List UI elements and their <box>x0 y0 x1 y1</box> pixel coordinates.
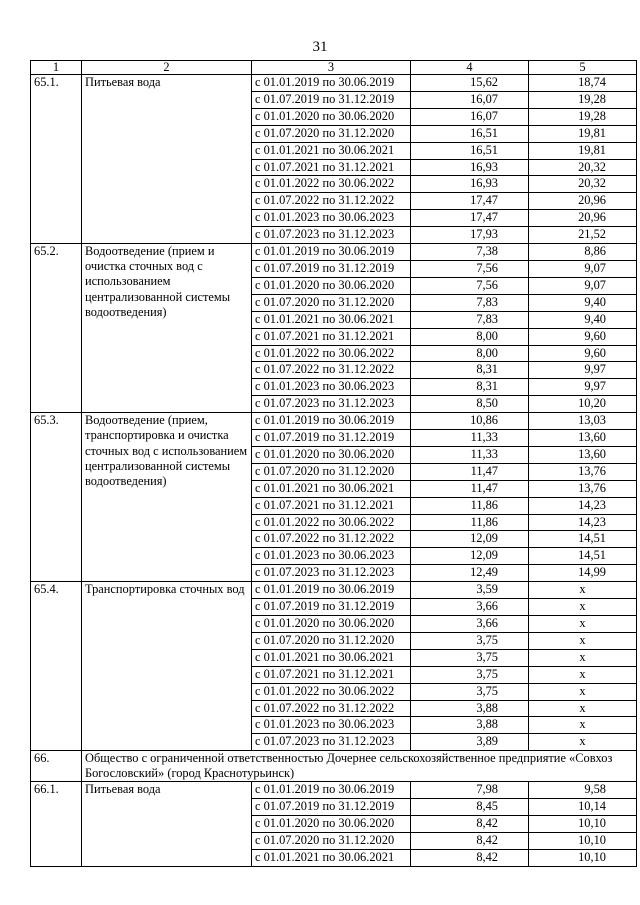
tariff-without-vat: 11,86 <box>411 497 529 514</box>
tariff-with-vat: 13,03 <box>529 413 637 430</box>
tariff-without-vat: 17,93 <box>411 227 529 244</box>
page-number: 31 <box>312 39 328 55</box>
tariff-with-vat: х <box>529 616 637 633</box>
tariff-without-vat: 3,75 <box>411 632 529 649</box>
period-cell: с 01.01.2022 по 30.06.2022 <box>252 683 411 700</box>
tariff-without-vat: 12,09 <box>411 548 529 565</box>
tariff-without-vat: 8,00 <box>411 328 529 345</box>
table-row <box>31 75 637 92</box>
tariff-with-vat: х <box>529 599 637 616</box>
tariff-with-vat: 10,10 <box>529 816 637 833</box>
tariff-with-vat: 10,10 <box>529 849 637 866</box>
period-cell: с 01.07.2020 по 31.12.2020 <box>252 294 411 311</box>
tariff-with-vat: 21,52 <box>529 227 637 244</box>
tariff-with-vat: х <box>529 582 637 599</box>
tariff-with-vat: 19,28 <box>529 108 637 125</box>
period-cell: с 01.07.2019 по 31.12.2019 <box>252 91 411 108</box>
tariff-without-vat: 8,42 <box>411 832 529 849</box>
tariff-with-vat: 20,32 <box>529 176 637 193</box>
tariff-with-vat: 9,97 <box>529 379 637 396</box>
tariff-without-vat: 8,00 <box>411 345 529 362</box>
period-cell: с 01.01.2021 по 30.06.2021 <box>252 849 411 866</box>
tariff-with-vat: 9,40 <box>529 294 637 311</box>
header-col-5: 5 <box>529 61 637 75</box>
tariff-without-vat: 16,07 <box>411 91 529 108</box>
period-cell: с 01.07.2022 по 31.12.2022 <box>252 531 411 548</box>
period-cell: с 01.01.2021 по 30.06.2021 <box>252 311 411 328</box>
tariff-with-vat: х <box>529 632 637 649</box>
service-name: Водоотведение (прием, транспортировка и очистка сточных вод с использованием централизованной системы водоотведения) <box>82 413 252 582</box>
period-cell: с 01.01.2019 по 30.06.2019 <box>252 413 411 430</box>
tariff-with-vat: 19,81 <box>529 125 637 142</box>
period-cell: с 01.01.2023 по 30.06.2023 <box>252 210 411 227</box>
tariff-without-vat: 8,45 <box>411 799 529 816</box>
organization-name: Общество с ограниченной ответственностью Дочернее сельскохозяйственное предприятие «Совхоз Богословский» (город Краснотурьинск) <box>82 751 637 782</box>
tariff-with-vat: х <box>529 717 637 734</box>
tariff-without-vat: 8,31 <box>411 362 529 379</box>
tariff-with-vat: 20,96 <box>529 210 637 227</box>
row-number: 66.1. <box>31 782 82 867</box>
period-cell: с 01.01.2022 по 30.06.2022 <box>252 176 411 193</box>
header-col-1: 1 <box>31 61 82 75</box>
period-cell: с 01.07.2020 по 31.12.2020 <box>252 832 411 849</box>
tariff-with-vat: 14,51 <box>529 531 637 548</box>
tariff-without-vat: 3,88 <box>411 717 529 734</box>
tariff-without-vat: 7,38 <box>411 244 529 261</box>
tariff-without-vat: 7,56 <box>411 260 529 277</box>
table-row <box>31 782 637 799</box>
tariff-with-vat: 14,51 <box>529 548 637 565</box>
tariff-with-vat: х <box>529 649 637 666</box>
tariff-with-vat: 9,60 <box>529 328 637 345</box>
tariff-with-vat: 9,07 <box>529 260 637 277</box>
header-col-2: 2 <box>82 61 252 75</box>
tariff-with-vat: 9,58 <box>529 782 637 799</box>
tariff-without-vat: 3,75 <box>411 666 529 683</box>
tariff-without-vat: 11,47 <box>411 463 529 480</box>
period-cell: с 01.01.2020 по 30.06.2020 <box>252 816 411 833</box>
tariff-without-vat: 8,42 <box>411 849 529 866</box>
tariff-without-vat: 11,33 <box>411 446 529 463</box>
tariff-without-vat: 12,49 <box>411 565 529 582</box>
tariff-with-vat: 9,07 <box>529 277 637 294</box>
tariff-with-vat: 13,60 <box>529 430 637 447</box>
period-cell: с 01.07.2021 по 31.12.2021 <box>252 497 411 514</box>
tariff-with-vat: 14,23 <box>529 514 637 531</box>
row-number: 65.3. <box>31 413 82 582</box>
period-cell: с 01.07.2023 по 31.12.2023 <box>252 565 411 582</box>
tariff-with-vat: 19,28 <box>529 91 637 108</box>
tariff-with-vat: 8,86 <box>529 244 637 261</box>
tariff-with-vat: х <box>529 683 637 700</box>
tariff-table <box>30 60 637 867</box>
tariff-without-vat: 11,33 <box>411 430 529 447</box>
tariff-with-vat: 20,32 <box>529 159 637 176</box>
header-col-4: 4 <box>411 61 529 75</box>
period-cell: с 01.01.2022 по 30.06.2022 <box>252 345 411 362</box>
tariff-without-vat: 7,98 <box>411 782 529 799</box>
tariff-with-vat: 10,10 <box>529 832 637 849</box>
tariff-with-vat: 9,40 <box>529 311 637 328</box>
period-cell: с 01.01.2019 по 30.06.2019 <box>252 582 411 599</box>
tariff-without-vat: 11,86 <box>411 514 529 531</box>
tariff-without-vat: 3,89 <box>411 734 529 751</box>
tariff-without-vat: 12,09 <box>411 531 529 548</box>
tariff-with-vat: 13,60 <box>529 446 637 463</box>
table-row <box>31 582 637 599</box>
period-cell: с 01.01.2021 по 30.06.2021 <box>252 649 411 666</box>
period-cell: с 01.01.2019 по 30.06.2019 <box>252 244 411 261</box>
table-row <box>31 413 637 430</box>
period-cell: с 01.01.2022 по 30.06.2022 <box>252 514 411 531</box>
tariff-with-vat: 20,96 <box>529 193 637 210</box>
tariff-with-vat: х <box>529 700 637 717</box>
tariff-with-vat: 9,60 <box>529 345 637 362</box>
period-cell: с 01.07.2020 по 31.12.2020 <box>252 125 411 142</box>
service-name: Транспортировка сточных вод <box>82 582 252 751</box>
period-cell: с 01.01.2020 по 30.06.2020 <box>252 277 411 294</box>
header-col-3: 3 <box>252 61 411 75</box>
tariff-without-vat: 7,83 <box>411 311 529 328</box>
tariff-without-vat: 17,47 <box>411 210 529 227</box>
service-name: Водоотведение (прием и очистка сточных вод с использованием централизованной системы водоотведения) <box>82 244 252 413</box>
tariff-without-vat: 16,93 <box>411 176 529 193</box>
tariff-without-vat: 16,51 <box>411 142 529 159</box>
period-cell: с 01.07.2022 по 31.12.2022 <box>252 700 411 717</box>
table-header-row <box>31 61 637 75</box>
tariff-with-vat: 13,76 <box>529 463 637 480</box>
table-row <box>31 244 637 261</box>
tariff-with-vat: х <box>529 734 637 751</box>
period-cell: с 01.07.2021 по 31.12.2021 <box>252 159 411 176</box>
period-cell: с 01.01.2020 по 30.06.2020 <box>252 616 411 633</box>
period-cell: с 01.07.2022 по 31.12.2022 <box>252 362 411 379</box>
row-number: 65.2. <box>31 244 82 413</box>
period-cell: с 01.01.2020 по 30.06.2020 <box>252 446 411 463</box>
tariff-with-vat: 18,74 <box>529 75 637 92</box>
period-cell: с 01.07.2019 по 31.12.2019 <box>252 799 411 816</box>
tariff-without-vat: 3,66 <box>411 599 529 616</box>
row-number: 65.1. <box>31 75 82 244</box>
tariff-without-vat: 16,93 <box>411 159 529 176</box>
period-cell: с 01.01.2019 по 30.06.2019 <box>252 782 411 799</box>
row-number: 66. <box>31 751 82 782</box>
period-cell: с 01.07.2019 по 31.12.2019 <box>252 260 411 277</box>
tariff-without-vat: 16,51 <box>411 125 529 142</box>
tariff-without-vat: 16,07 <box>411 108 529 125</box>
period-cell: с 01.07.2020 по 31.12.2020 <box>252 463 411 480</box>
tariff-without-vat: 15,62 <box>411 75 529 92</box>
period-cell: с 01.01.2023 по 30.06.2023 <box>252 548 411 565</box>
tariff-with-vat: 14,23 <box>529 497 637 514</box>
tariff-without-vat: 17,47 <box>411 193 529 210</box>
period-cell: с 01.07.2021 по 31.12.2021 <box>252 666 411 683</box>
period-cell: с 01.07.2021 по 31.12.2021 <box>252 328 411 345</box>
period-cell: с 01.07.2023 по 31.12.2023 <box>252 734 411 751</box>
period-cell: с 01.01.2019 по 30.06.2019 <box>252 75 411 92</box>
tariff-without-vat: 3,75 <box>411 683 529 700</box>
service-name: Питьевая вода <box>82 782 252 867</box>
tariff-with-vat: 13,76 <box>529 480 637 497</box>
row-number: 65.4. <box>31 582 82 751</box>
period-cell: с 01.07.2022 по 31.12.2022 <box>252 193 411 210</box>
period-cell: с 01.07.2023 по 31.12.2023 <box>252 227 411 244</box>
tariff-without-vat: 3,66 <box>411 616 529 633</box>
tariff-without-vat: 7,83 <box>411 294 529 311</box>
period-cell: с 01.01.2021 по 30.06.2021 <box>252 142 411 159</box>
period-cell: с 01.01.2023 по 30.06.2023 <box>252 717 411 734</box>
tariff-without-vat: 8,31 <box>411 379 529 396</box>
period-cell: с 01.07.2019 по 31.12.2019 <box>252 430 411 447</box>
tariff-without-vat: 8,50 <box>411 396 529 413</box>
tariff-with-vat: 10,14 <box>529 799 637 816</box>
period-cell: с 01.01.2023 по 30.06.2023 <box>252 379 411 396</box>
organization-row <box>31 751 637 782</box>
tariff-without-vat: 3,59 <box>411 582 529 599</box>
period-cell: с 01.07.2023 по 31.12.2023 <box>252 396 411 413</box>
period-cell: с 01.01.2020 по 30.06.2020 <box>252 108 411 125</box>
tariff-without-vat: 3,88 <box>411 700 529 717</box>
tariff-with-vat: 19,81 <box>529 142 637 159</box>
tariff-without-vat: 3,75 <box>411 649 529 666</box>
service-name: Питьевая вода <box>82 75 252 244</box>
tariff-without-vat: 11,47 <box>411 480 529 497</box>
tariff-without-vat: 7,56 <box>411 277 529 294</box>
tariff-with-vat: х <box>529 666 637 683</box>
tariff-with-vat: 14,99 <box>529 565 637 582</box>
period-cell: с 01.07.2020 по 31.12.2020 <box>252 632 411 649</box>
tariff-with-vat: 10,20 <box>529 396 637 413</box>
tariff-without-vat: 8,42 <box>411 816 529 833</box>
period-cell: с 01.07.2019 по 31.12.2019 <box>252 599 411 616</box>
tariff-without-vat: 10,86 <box>411 413 529 430</box>
tariff-with-vat: 9,97 <box>529 362 637 379</box>
period-cell: с 01.01.2021 по 30.06.2021 <box>252 480 411 497</box>
